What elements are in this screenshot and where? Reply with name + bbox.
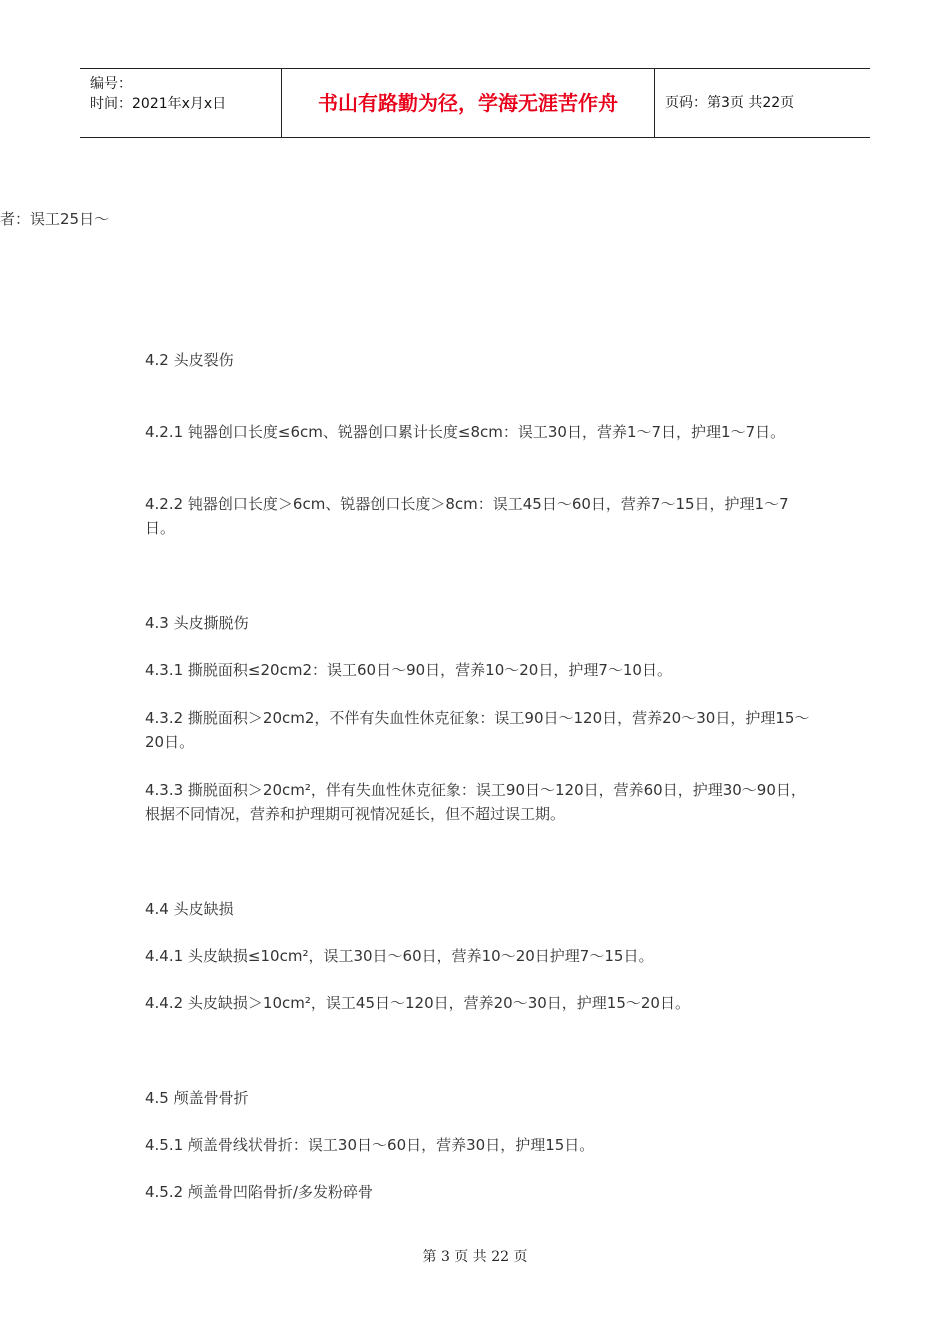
paragraph: 4.3.1 撕脱面积≤20cm2：误工60日～90日，营养10～20日，护理7～10日。 [145, 661, 672, 679]
section-heading: 4.5 颅盖骨骨折 [145, 1089, 249, 1107]
number-label: 编号： [90, 76, 132, 92]
paragraph: 4.5.1 颅盖骨线状骨折：误工30日～60日，营养30日，护理15日。 [145, 1136, 595, 1154]
section-heading: 4.3 头皮撕脱伤 [145, 614, 249, 632]
paragraph: 4.4.2 头皮缺损＞10cm²，误工45日～120日，营养20～30日，护理15～20日。 [145, 994, 690, 1012]
section-heading: 4.2 头皮裂伤 [145, 351, 234, 369]
paragraph: 4.2.2 钝器创口长度＞6cm、锐器创口长度＞8cm：误工45日～60日，营养7～15日，护理1～7日。 [145, 495, 789, 537]
header-meta-cell [80, 69, 282, 137]
text-fragment: 者：误工25日～ [0, 210, 110, 228]
header-page-info: 页码：第3页 共22页 [665, 95, 795, 111]
section-heading: 4.4 头皮缺损 [145, 900, 234, 918]
paragraph: 4.5.2 颅盖骨凹陷骨折/多发粉碎骨 [145, 1183, 373, 1201]
paragraph: 4.4.1 头皮缺损≤10cm²，误工30日～60日，营养10～20日护理7～15日。 [145, 947, 654, 965]
page-footer: 第 3 页 共 22 页 [422, 1249, 528, 1265]
time-label: 时间：2021年x月x日 [90, 96, 227, 112]
paragraph: 4.3.3 撕脱面积＞20cm²，伴有失血性休克征象：误工90日～120日，营养60日，护理30～90日，根据不同情况，营养和护理期可视情况延长，但不超过误工期。 [145, 781, 806, 823]
paragraph: 4.2.1 钝器创口长度≤6cm、锐器创口累计长度≤8cm：误工30日，营养1～7日，护理1～7日。 [145, 423, 786, 441]
page-header [80, 68, 870, 138]
header-motto: 书山有路勤为径，学海无涯苦作舟 [282, 69, 655, 137]
paragraph: 4.3.2 撕脱面积＞20cm2，不伴有失血性休克征象：误工90日～120日，营养20～30日，护理15～20日。 [145, 709, 810, 751]
